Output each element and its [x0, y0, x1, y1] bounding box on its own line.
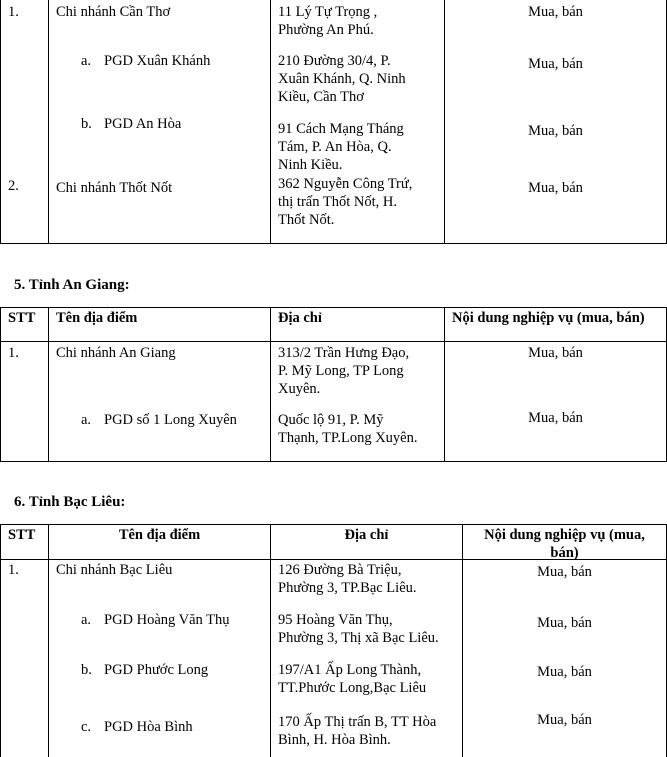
header-service: Nội dung nghiệp vụ (mua, bán) [484, 527, 645, 561]
row-stt: a. [81, 53, 92, 69]
header-stt: STT [8, 527, 36, 543]
row-address: 170 Ấp Thị trấn B, TT Hòa Bình, H. Hòa Bình. [278, 714, 437, 748]
row-address: 210 Đường 30/4, P. Xuân Khánh, Q. Ninh Kiều, Cần Thơ [278, 53, 406, 105]
row-service: Mua, bán [528, 180, 583, 196]
row-service: Mua, bán [528, 4, 583, 20]
row-stt: 1. [8, 562, 19, 578]
row-address: 95 Hoàng Văn Thụ, Phường 3, Thị xã Bạc Liêu. [278, 612, 439, 646]
row-name: PGD Xuân Khánh [104, 53, 211, 69]
row-stt: b. [81, 116, 92, 132]
row-name: Chi nhánh Cần Thơ [56, 4, 171, 20]
header-name: Tên địa điểm [118, 527, 201, 543]
table-an-giang [0, 307, 667, 462]
row-service: Mua, bán [537, 564, 592, 580]
row-stt: 2. [8, 178, 19, 194]
row-stt: 1. [8, 4, 19, 20]
header-service: Nội dung nghiệp vụ (mua, bán) [452, 310, 645, 326]
row-name: PGD An Hòa [104, 116, 182, 132]
row-service: Mua, bán [528, 345, 583, 361]
row-stt: a. [81, 412, 92, 428]
row-service: Mua, bán [537, 712, 592, 728]
section-heading-an-giang: 5. Tỉnh An Giang: [14, 277, 130, 293]
row-service: Mua, bán [528, 123, 583, 139]
row-address: 197/A1 Ấp Long Thành, TT.Phước Long,Bạc Liêu [278, 662, 427, 696]
row-stt: a. [81, 612, 92, 628]
row-name: Chi nhánh An Giang [56, 345, 176, 361]
header-stt: STT [8, 310, 36, 326]
row-name: PGD Hòa Bình [104, 719, 193, 735]
row-service: Mua, bán [528, 56, 583, 72]
table-bac-lieu [0, 524, 667, 757]
row-address: Quốc lộ 91, P. Mỹ Thạnh, TP.Long Xuyên. [278, 412, 418, 446]
row-name: Chi nhánh Thốt Nốt [56, 180, 173, 196]
row-stt: c. [81, 719, 92, 735]
row-stt: 1. [8, 345, 19, 361]
row-service: Mua, bán [528, 410, 583, 426]
row-address: 91 Cách Mạng Tháng Tám, P. An Hòa, Q. Ninh Kiều. [278, 121, 404, 173]
row-name: PGD Hoàng Văn Thụ [104, 612, 230, 628]
row-address: 362 Nguyễn Công Trứ, thị trấn Thốt Nốt, H. Thốt Nốt. [278, 176, 413, 228]
row-name: PGD Phước Long [104, 662, 209, 678]
header-name: Tên địa điểm [56, 310, 138, 326]
table-can-tho [0, 0, 667, 244]
row-service: Mua, bán [537, 664, 592, 680]
row-name: PGD số 1 Long Xuyên [104, 412, 237, 428]
header-address: Địa chỉ [278, 310, 322, 326]
row-address: 126 Đường Bà Triệu, Phường 3, TP.Bạc Liêu. [278, 562, 417, 596]
row-address: 11 Lý Tự Trọng , Phường An Phú. [278, 4, 378, 38]
row-service: Mua, bán [537, 615, 592, 631]
row-stt: b. [81, 662, 92, 678]
row-name: Chi nhánh Bạc Liêu [56, 562, 173, 578]
section-heading-bac-lieu: 6. Tỉnh Bạc Liêu: [14, 494, 126, 510]
header-address: Địa chỉ [344, 527, 389, 543]
row-address: 313/2 Trần Hưng Đạo, P. Mỹ Long, TP Long Xuyên. [278, 345, 410, 397]
